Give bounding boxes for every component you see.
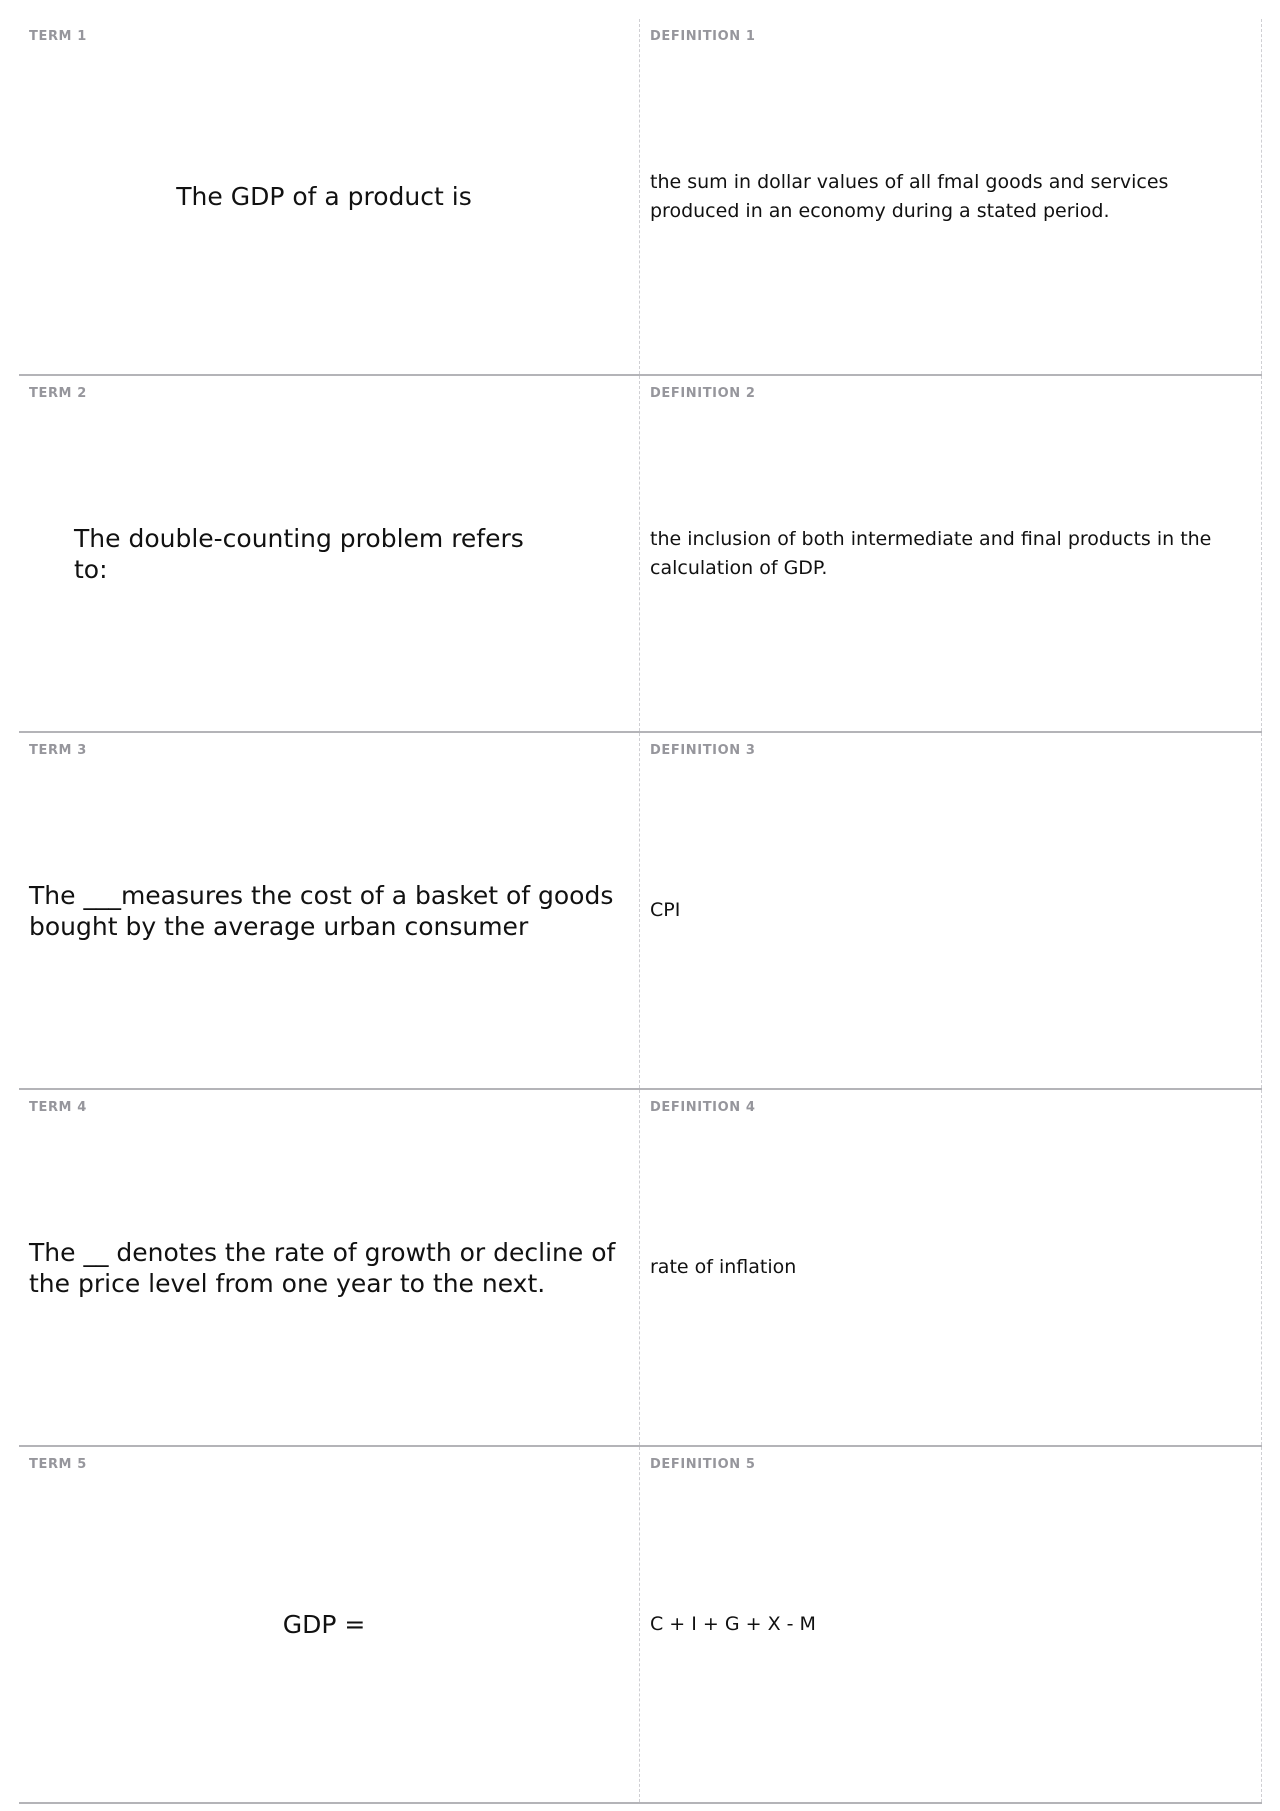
term-text: The GDP of a product is [176, 182, 472, 211]
definition-label: DEFINITION 1 [650, 29, 756, 44]
definition-label: DEFINITION 3 [650, 743, 756, 758]
definition-text: rate of inflation [650, 1256, 797, 1278]
definition-text: the sum in dollar values of all fmal goods and services produced in an economy during a stated period. [650, 170, 1169, 222]
definition-text: the inclusion of both intermediate and final products in the calculation of GDP. [650, 527, 1212, 579]
term-label: TERM 3 [29, 743, 87, 758]
definition-cell-1 [640, 19, 1262, 374]
term-text: The ___measures the cost of a basket of goods bought by the average urban consumer [29, 880, 614, 941]
flashcard-row-5 [19, 1447, 1262, 1804]
term-text: GDP = [282, 1610, 366, 1639]
definition-cell-3 [640, 733, 1262, 1088]
flashcard-row-4 [19, 1090, 1262, 1447]
term-label: TERM 4 [29, 1100, 87, 1115]
flashcard-sheet [19, 19, 1262, 1797]
flashcard-row-1 [19, 19, 1262, 376]
definition-cell-5 [640, 1447, 1262, 1802]
definition-text: C + I + G + X - M [650, 1613, 816, 1635]
term-label: TERM 5 [29, 1457, 87, 1472]
term-cell-1 [19, 19, 640, 374]
term-cell-4 [19, 1090, 640, 1445]
definition-label: DEFINITION 2 [650, 386, 756, 401]
definition-label: DEFINITION 4 [650, 1100, 756, 1115]
term-cell-5 [19, 1447, 640, 1802]
definition-label: DEFINITION 5 [650, 1457, 756, 1472]
term-label: TERM 1 [29, 29, 87, 44]
flashcard-row-3 [19, 733, 1262, 1090]
term-cell-2 [19, 376, 640, 731]
term-text: The double-counting problem refers to: [74, 523, 524, 584]
term-cell-3 [19, 733, 640, 1088]
term-label: TERM 2 [29, 386, 87, 401]
flashcard-row-2 [19, 376, 1262, 733]
definition-cell-4 [640, 1090, 1262, 1445]
definition-text: CPI [650, 899, 681, 921]
term-text: The __ denotes the rate of growth or decline of the price level from one year to the next. [29, 1237, 616, 1298]
definition-cell-2 [640, 376, 1262, 731]
